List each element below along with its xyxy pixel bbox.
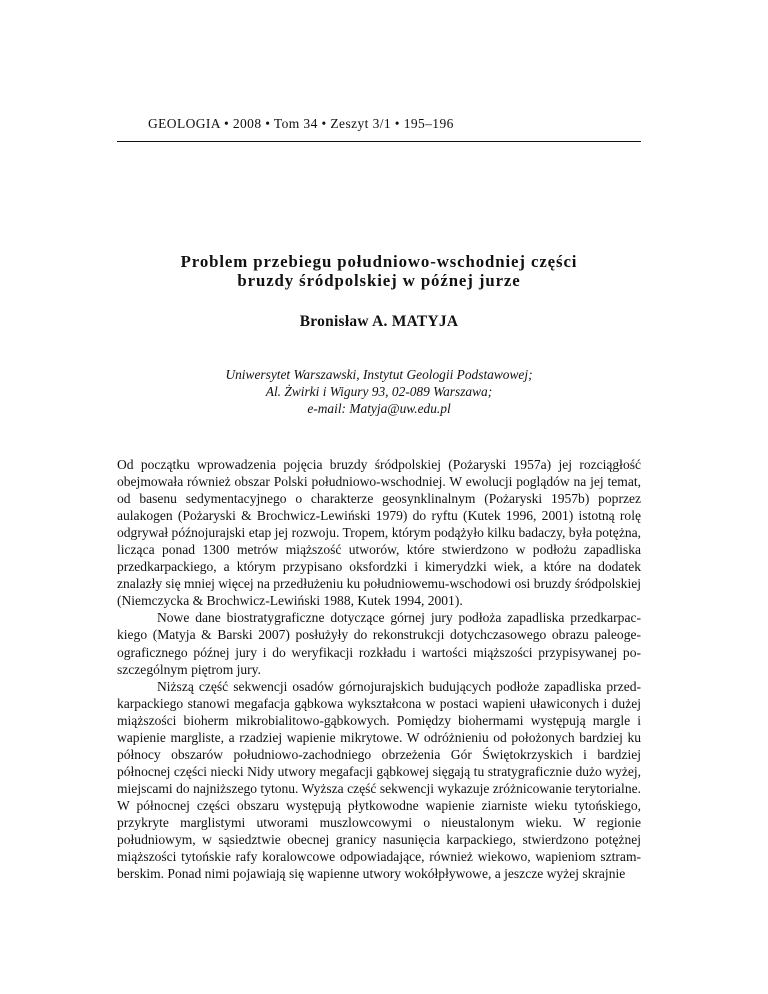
article-body: [117, 456, 641, 882]
body-paragraph: Od początku wprowadzenia pojęcia bruzdy śródpolskiej (Pożaryski 1957a) jej rozciągłość obejmowała również obszar Polski południowo-wschodniej. W ewolucji poglądów na jej temat, od basenu sedymentacyjnego o charakterze geosynklinalnym (Pożaryski 1957b) poprzez aulakogen (Pożaryski & Brochwicz-Lewiński 1979) do ryftu (Kutek 1996, 2001) istotną rolę odgrywał późnojurajski etap jej rozwoju. Tropem, którym podążyło kilku badaczy, była potężna, licząca ponad 1300 metrów miąższość utworów, które stwierdzono w podłożu zapadliska przedkarpackiego, a którym przypisano oksfordzki i kimerydzki wiek, a które na dodatek znalazły się mniej więcej na przedłużeniu ku południowemu-wschodowi osi bruzdy śródpolskiej (Niemczycka & Brochwicz-Lewiński 1988, Kutek 1994, 2001).: [117, 457, 641, 609]
journal-header: GEOLOGIA • 2008 • Tom 34 • Zeszyt 3/1 • 195–196: [148, 116, 454, 131]
affiliation-line: Al. Żwirki i Wigury 93, 02-089 Warszawa;: [265, 384, 493, 399]
affiliation-email: e-mail: Matyja@uw.edu.pl: [307, 401, 451, 416]
author-name: Bronisław A. MATYJA: [299, 313, 459, 330]
body-paragraph: Niższą część sekwencji osadów górnojurajskich budujących podłoże zapadliska przedkarpackiego stanowi megafacja gąbkowa wykształcona w postaci wapieni uławiconych i dużej miąższości bioherm mikrobialitowo-gąbkowych. Pomiędzy biohermami występują margle i wapienie margliste, a rzadziej wapienie mikrytowe. W odróżnieniu od położonych bardziej ku północy obszarów południowo-zachodniego obrzeżenia Gór Świętokrzyskich i bardziej północnej części niecki Nidy utwory megafacji gąbkowej sięgają tu stratygraficznie dużo wyżej, miejscami do najniższego tytonu. Wyższa część sekwencji wykazuje zróżnicowanie terytorialne. W północnej części obszaru występują płytkowodne wapienie ziarniste wieku tytońskiego, przykryte marglistymi utworami muszlowcowymi o nieustalonym wieku. W regionie południowym, w sąsiedztwie obecnej granicy nasunięcia karpackiego, stwierdzono potężnej miąższości tytońskie rafy koralowcowe odpowiadające, również wiekowo, wapieniom sztramberskim. Ponad nimi pojawiają się wapienne utwory wokółpływowe, a jeszcze wyżej skrajnie: [117, 678, 641, 882]
title-line: bruzdy śródpolskiej w późnej jurze: [237, 271, 521, 290]
article-title: [117, 252, 641, 290]
affiliation-line: Uniwersytet Warszawski, Instytut Geologii Podstawowej;: [225, 367, 533, 382]
title-line: Problem przebiegu południowo-wschodniej części: [180, 252, 578, 271]
affiliation: [117, 366, 641, 417]
header-rule: [117, 141, 641, 142]
body-paragraph: Nowe dane biostratygraficzne dotyczące górnej jury podłoża zapadliska przedkarpackiego (Matyja & Barski 2007) posłużyły do rekonstrukcji dotychczasowego obrazu paleogeograficznego późnej jury i do weryfikacji rozkładu i wartości miąższości przypisywanej poszczególnym piętrom jury.: [117, 610, 641, 677]
